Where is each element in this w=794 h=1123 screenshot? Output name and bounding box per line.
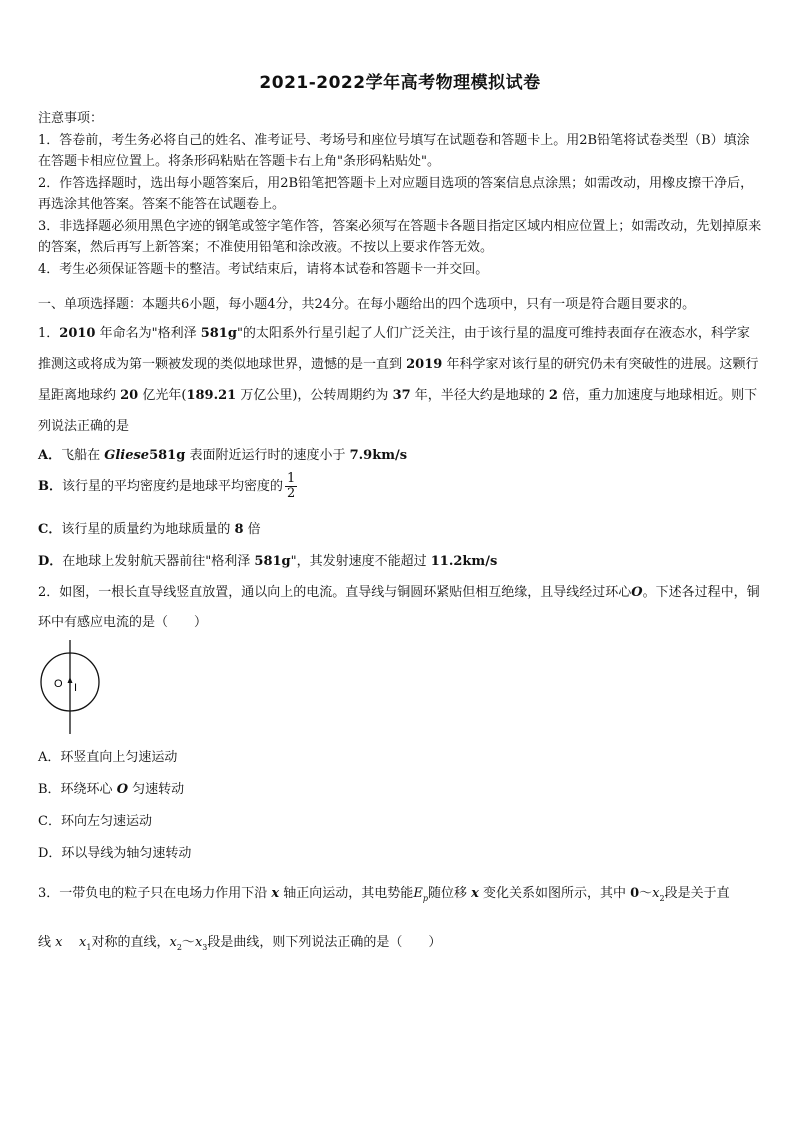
q1-distance: 20 xyxy=(120,388,139,403)
q3-var: x xyxy=(652,886,660,901)
note-item-3: 3．非选择题必须用黑色字迹的钢笔或签字笔作答，答案必须写在答题卡各题目指定区域内相应位置上；如需改动，先划掉原来的答案，然后再写上新答案；不准使用铅笔和涂改液。不按以上要求作答无效。 xyxy=(38,218,762,255)
option-center: O xyxy=(116,782,129,797)
q1-text: 万亿公里)，公转周期约为 xyxy=(236,388,393,403)
option-planet: 581g xyxy=(254,554,291,569)
q1-number: 1． xyxy=(38,326,60,341)
current-label: I xyxy=(74,682,78,694)
q2-text: 2．如图，一根长直导线竖直放置，通以向上的电流。直导线与铜圆环紧贴但相互绝缘，且导线经过环心 xyxy=(38,585,632,600)
q1-radius: 2 xyxy=(548,388,558,403)
q1-text: "的太阳系外行星引起了人们广泛关注，由于该行星的温度可维持表面存在液态水，科学家推测这或将成为第一颗被发现的类似地球世界，遗憾的是一直到 xyxy=(38,326,750,372)
q3-var: x xyxy=(169,935,177,950)
q1-planet-name: 581g xyxy=(200,326,237,341)
q1-period: 37 xyxy=(392,388,411,403)
q3-text: 变化关系如图所示，其中 xyxy=(478,886,631,901)
notes-heading: 注意事项： xyxy=(38,111,104,126)
q3-text: 轴正向运动，其电势能 xyxy=(279,886,414,901)
option-text: 该行星的质量约为地球质量的 xyxy=(61,522,235,537)
q1-text: 年命名为"格利泽 xyxy=(95,326,201,341)
q1-option-a xyxy=(38,444,762,463)
q1-year: 2010 xyxy=(59,326,96,341)
option-value: 11.2km/s xyxy=(430,554,498,569)
q3-var: x xyxy=(55,935,63,950)
q1-option-b xyxy=(38,472,762,501)
option-text: 表面附近运行时的速度小于 xyxy=(185,448,350,463)
q2-option-d: D．环以导线为轴匀速转动 xyxy=(38,846,192,861)
option-label: A． xyxy=(38,448,62,463)
q3-var: x xyxy=(471,886,479,901)
q3-var: x xyxy=(79,935,87,950)
q3-sub: 1 xyxy=(86,943,92,952)
q3-ep: E xyxy=(413,886,423,901)
page-title: 2021-2022学年高考物理模拟试卷 xyxy=(259,73,541,93)
ring-center-label: O xyxy=(54,678,63,690)
q3-ep-sub: p xyxy=(422,894,428,903)
section-heading: 一、单项选择题：本题共6小题，每小题4分，共24分。在每小题给出的四个选项中，只有一项是符合题目要求的。 xyxy=(38,297,696,312)
q2-text: 。下述各过程中，铜环中有感应电流的是（ ） xyxy=(38,585,760,630)
option-planet-num: 581g xyxy=(149,448,186,463)
q3-text: 对称的直线， xyxy=(91,935,170,950)
option-label: B． xyxy=(38,479,62,494)
fraction-numerator: 1 xyxy=(287,471,296,486)
q3-sub: 3 xyxy=(202,943,208,952)
fraction xyxy=(285,472,297,501)
option-text: 该行星的平均密度约是地球平均密度的 xyxy=(62,479,284,494)
note-item-4: 4．考生必须保证答题卡的整洁。考试结束后，请将本试卷和答题卡一并交回。 xyxy=(38,261,489,277)
option-text: 飞船在 xyxy=(61,448,105,463)
q1-option-c xyxy=(38,518,762,537)
option-text: 在地球上发射航天器前往"格利泽 xyxy=(62,554,255,569)
option-planet: Gliese xyxy=(104,448,150,463)
q3-tilde: ～ xyxy=(181,935,195,950)
q2-option-a: A．环竖直向上匀速运动 xyxy=(38,750,178,765)
q3-text: 段是曲线，则下列说法正确的是（ ） xyxy=(207,935,442,950)
q3-text: 随位移 xyxy=(427,886,472,901)
question-1-stem xyxy=(38,318,762,442)
option-label: D． xyxy=(38,554,63,569)
q2-option-c: C．环向左匀速运动 xyxy=(38,814,152,829)
fraction-denominator: 2 xyxy=(287,486,296,501)
q2-option-b xyxy=(38,778,762,797)
option-text: 匀速转动 xyxy=(128,782,185,797)
option-text: "，其发射速度不能超过 xyxy=(290,554,431,569)
option-text: 倍 xyxy=(243,522,261,537)
q1-text: 亿光年( xyxy=(138,388,187,403)
q3-text: 3．一带负电的粒子只在电场力作用下沿 xyxy=(38,886,272,901)
q3-sub: 2 xyxy=(176,943,182,952)
notes-block xyxy=(38,108,762,280)
q2-center-label: O xyxy=(631,585,643,600)
q3-tilde: ～ xyxy=(639,886,653,901)
q3-var: x xyxy=(271,886,280,901)
q1-option-d xyxy=(38,550,762,569)
q3-sub: 2 xyxy=(659,894,665,903)
q3-var: x xyxy=(194,935,203,950)
q1-text: 倍，重力加速度与地球相近。则下列说法正确的是 xyxy=(38,388,758,434)
q1-text: 年科学家对该行星的研究仍未有突破性的进展。这颗行星距离地球约 xyxy=(38,357,759,403)
ring-wire-figure xyxy=(38,636,108,736)
question-2-stem xyxy=(38,578,762,638)
question-3-stem xyxy=(38,872,762,970)
q1-distance-km: 189.21 xyxy=(186,388,237,403)
note-item-2: 2．作答选择题时，选出每小题答案后，用2B铅笔把答题卡上对应题目选项的答案信息点涂黑；如需改动，用橡皮擦干净后，再选涂其他答案。答案不能答在试题卷上。 xyxy=(38,175,754,212)
option-label: C． xyxy=(38,522,62,537)
q1-year: 2019 xyxy=(406,357,443,372)
option-text: B．环绕环心 xyxy=(38,782,117,797)
option-value: 7.9km/s xyxy=(349,448,408,463)
note-item-1: 1．答卷前，考生务必将自己的姓名、准考证号、考场号和座位号填写在试题卷和答题卡上。用2B铅笔将试卷类型（B）填涂在答题卡相应位置上。将条形码粘贴在答题卡右上角"条形码粘贴处"。 xyxy=(38,132,750,169)
q1-text: 年，半径大约是地球的 xyxy=(410,388,549,403)
q3-text: 段是关于直线 xyxy=(38,886,730,950)
option-value: 8 xyxy=(234,522,244,537)
q3-zero: 0 xyxy=(630,886,640,901)
current-arrow-icon xyxy=(68,677,73,683)
